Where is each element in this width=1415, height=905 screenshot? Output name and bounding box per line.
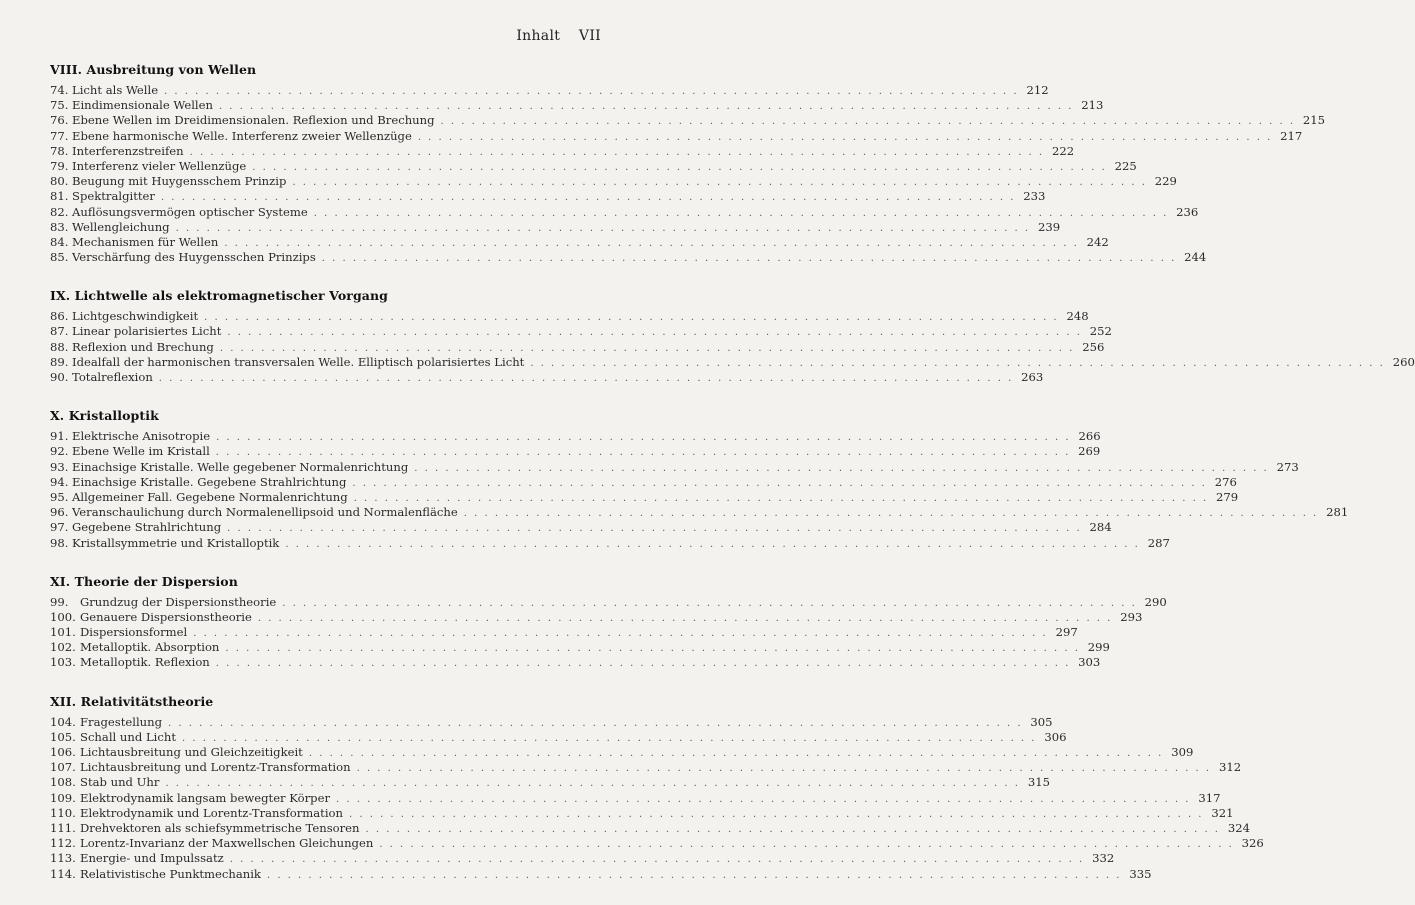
dot-leader	[230, 854, 1085, 865]
section-title: Ebene Welle im Kristall	[72, 444, 210, 459]
section-title: Spektralgitter	[72, 189, 155, 204]
dot-leader	[418, 132, 1273, 143]
toc-entry	[50, 204, 1199, 220]
toc-entry	[50, 520, 1112, 535]
section-number: 103.	[50, 655, 76, 670]
section-title: Verschärfung des Huygensschen Prinzips	[72, 250, 316, 265]
dot-leader	[379, 839, 1234, 850]
section-title: Elektrodynamik und Lorentz-Transformation	[80, 805, 343, 820]
section-title: Elektrodynamik langsam bewegter Körper	[80, 790, 330, 805]
section-title: Wellengleichung	[72, 219, 170, 234]
section-number: 80.	[50, 174, 69, 189]
dot-leader	[441, 116, 1296, 127]
section-number: 106.	[50, 745, 76, 759]
chapter-title: VIII. Ausbreitung von Wellen	[50, 62, 257, 77]
dot-leader	[227, 327, 1082, 338]
section-number: 102.	[50, 640, 76, 655]
page-number: 312	[1218, 760, 1242, 775]
page-number: 297	[1055, 625, 1078, 640]
toc-entry	[50, 625, 1078, 640]
page-number: 290	[1144, 594, 1167, 609]
dot-leader	[322, 253, 1177, 264]
toc-entry	[50, 489, 1239, 505]
section-title: Lichtgeschwindigkeit	[72, 309, 199, 324]
toc-entry	[50, 745, 1194, 760]
page-number: 306	[1044, 729, 1067, 744]
section-title: Genauere Dispersionstheorie	[80, 609, 252, 624]
dot-leader	[336, 794, 1191, 805]
section-number: 76.	[50, 113, 69, 128]
section-title: Idealfall der harmonischen transversalen Welle. Elliptisch polarisiertes Licht	[72, 354, 525, 369]
page-number: 281	[1326, 505, 1349, 520]
table-of-contents	[50, 62, 1415, 905]
dot-leader	[220, 343, 1075, 354]
section-title: Relativistische Punktmechanik	[80, 866, 261, 881]
section-title: Totalreflexion	[72, 370, 153, 384]
section-number: 90.	[50, 370, 69, 384]
page-number: 263	[1021, 370, 1044, 384]
section-number: 88.	[50, 339, 69, 354]
section-title: Lichtausbreitung und Gleichzeitigkeit	[80, 745, 303, 759]
section-title: Gegebene Strahlrichtung	[72, 520, 222, 535]
dot-leader	[165, 778, 1020, 789]
page-number: 305	[1030, 714, 1053, 729]
dot-leader	[267, 870, 1122, 881]
toc-entry	[50, 250, 1207, 265]
page-number: 279	[1216, 489, 1239, 504]
page-number: 284	[1089, 520, 1112, 535]
page-number: 317	[1198, 790, 1221, 805]
toc-entry	[50, 309, 1089, 324]
dot-leader	[349, 809, 1204, 820]
section-number: 98.	[50, 535, 69, 550]
toc-entry	[50, 98, 1104, 113]
section-number: 96.	[50, 505, 69, 520]
page-number: 303	[1078, 655, 1101, 670]
page-number: 266	[1078, 429, 1101, 444]
toc-entry	[50, 805, 1234, 821]
section-number: 95.	[50, 489, 69, 504]
page-number: 213	[1081, 98, 1104, 113]
dot-leader	[216, 432, 1071, 443]
section-number: 114.	[50, 866, 76, 881]
section-number: 74.	[50, 83, 69, 97]
section-title: Allgemeiner Fall. Gegebene Normalenrichtung	[72, 489, 348, 504]
section-number: 81.	[50, 189, 69, 204]
section-title: Lorentz-Invarianz der Maxwellschen Gleichungen	[80, 836, 374, 851]
toc-entry	[50, 505, 1349, 520]
dot-leader	[530, 358, 1385, 369]
section-title: Auflösungsvermögen optischer Systeme	[72, 204, 308, 219]
dot-leader	[282, 598, 1137, 609]
toc-entry	[50, 790, 1221, 806]
dot-leader	[314, 208, 1169, 219]
toc-entry	[50, 760, 1242, 775]
page-number: 287	[1147, 535, 1170, 550]
toc-entry	[50, 866, 1152, 882]
dot-leader	[252, 162, 1107, 173]
dot-leader	[176, 223, 1031, 234]
section-title: Licht als Welle	[72, 83, 159, 97]
section-title: Reflexion und Brechung	[72, 339, 214, 354]
toc-entry	[50, 655, 1101, 670]
dot-leader	[354, 493, 1209, 504]
section-title: Ebene harmonische Welle. Interferenz zweier Wellenzüge	[72, 128, 412, 143]
section-number: 84.	[50, 234, 69, 249]
chapter-section	[50, 408, 1349, 551]
section-title: Linear polarisiertes Licht	[72, 324, 222, 339]
page-number: 276	[1214, 474, 1237, 489]
running-head	[516, 28, 601, 44]
dot-leader	[204, 312, 1059, 323]
toc-entry	[50, 851, 1115, 866]
toc-entry	[50, 429, 1101, 444]
page-number: 293	[1120, 609, 1143, 624]
toc-entry	[50, 714, 1053, 730]
dot-leader	[216, 447, 1071, 458]
page-number: 335	[1129, 866, 1152, 881]
dot-leader	[414, 463, 1269, 474]
section-number: 77.	[50, 128, 69, 143]
toc-entry	[50, 83, 1049, 98]
section-number: 82.	[50, 204, 69, 219]
chapter-section	[50, 288, 1415, 385]
chapter-section	[50, 573, 1167, 671]
chapter-section	[50, 62, 1326, 265]
section-title: Metalloptik. Absorption	[80, 640, 220, 655]
page-number: 260	[1392, 354, 1415, 369]
toc-entry	[50, 459, 1299, 475]
page-number: 236	[1176, 204, 1199, 219]
section-number: 108.	[50, 775, 76, 790]
dot-leader	[219, 101, 1074, 112]
dot-leader	[168, 718, 1023, 729]
section-title: Veranschaulichung durch Normalenellipsoid und Normalenfläche	[72, 505, 458, 520]
toc-entry	[50, 128, 1303, 144]
section-number: 87.	[50, 324, 69, 339]
page-number: 273	[1276, 459, 1299, 474]
dot-leader	[292, 177, 1147, 188]
section-number: 75.	[50, 98, 69, 113]
section-number: 92.	[50, 444, 69, 459]
section-number: 93.	[50, 459, 69, 474]
section-number: 97.	[50, 520, 69, 535]
section-title: Elektrische Anisotropie	[72, 429, 211, 444]
toc-entry	[50, 189, 1046, 204]
section-title: Metalloptik. Reflexion	[80, 655, 210, 670]
toc-entry	[50, 158, 1137, 174]
toc-entry	[50, 640, 1110, 655]
section-title: Dispersionsformel	[80, 625, 188, 640]
dot-leader	[161, 192, 1016, 203]
section-number: 100.	[50, 609, 76, 624]
section-title: Drehvektoren als schiefsymmetrische Tensoren	[80, 820, 360, 835]
page-number: 326	[1241, 836, 1264, 851]
page-number: 242	[1086, 234, 1109, 249]
section-number: 110.	[50, 805, 76, 820]
toc-entry	[50, 775, 1050, 790]
section-title: Einachsige Kristalle. Gegebene Strahlrichtung	[72, 474, 347, 489]
page-number: 244	[1184, 250, 1207, 265]
toc-entry	[50, 535, 1170, 551]
section-title: Interferenzstreifen	[72, 143, 184, 158]
dot-leader	[193, 628, 1048, 639]
section-number: 101.	[50, 625, 76, 640]
dot-leader	[164, 86, 1019, 97]
page-number: 309	[1171, 745, 1194, 759]
page-number: 299	[1087, 640, 1110, 655]
dot-leader	[159, 373, 1014, 384]
dot-leader	[258, 613, 1113, 624]
toc-entry	[50, 174, 1177, 189]
section-title: Einachsige Kristalle. Welle gegebener Normalenrichtung	[72, 459, 409, 474]
section-number: 91.	[50, 429, 69, 444]
section-title: Grundzug der Dispersionstheorie	[80, 594, 277, 609]
dot-leader	[224, 238, 1079, 249]
section-number: 94.	[50, 474, 69, 489]
page-number: 269	[1078, 444, 1101, 459]
toc-entry	[50, 729, 1067, 745]
page-number: 321	[1211, 805, 1234, 820]
dot-leader	[464, 508, 1319, 519]
page-number: 222	[1051, 143, 1075, 158]
section-number: 112.	[50, 836, 76, 851]
toc-entry	[50, 219, 1061, 235]
section-title: Fragestellung	[80, 714, 163, 729]
section-title: Schall und Licht	[80, 729, 176, 744]
page-number: 324	[1227, 820, 1250, 835]
section-title: Stab und Uhr	[80, 775, 160, 790]
page-number: 248	[1066, 309, 1089, 324]
section-number: 83.	[50, 219, 69, 234]
toc-entry	[50, 113, 1326, 128]
dot-leader	[357, 763, 1212, 774]
toc-entry	[50, 594, 1167, 610]
dot-leader	[190, 147, 1045, 158]
section-number: 78.	[50, 143, 69, 158]
page-number: 229	[1154, 174, 1177, 189]
section-number: 104.	[50, 714, 76, 729]
toc-entry	[50, 609, 1143, 625]
chapter-title: XII. Relativitätstheorie	[50, 693, 214, 709]
page-number: 256	[1082, 339, 1105, 354]
section-number: 105.	[50, 729, 76, 744]
section-number: 109.	[50, 790, 76, 805]
page-number: 315	[1027, 775, 1050, 790]
page-numeral: VII	[578, 28, 601, 44]
dot-leader	[285, 539, 1140, 550]
section-title: Energie- und Impulssatz	[80, 851, 224, 866]
section-title: Lichtausbreitung und Lorentz-Transformation	[80, 760, 351, 775]
page-number: 217	[1280, 128, 1303, 143]
toc-entry	[50, 444, 1101, 459]
chapter-section	[50, 693, 1264, 882]
page-number: 215	[1302, 113, 1326, 128]
dot-leader	[182, 733, 1037, 744]
toc-entry	[50, 354, 1415, 370]
toc-entry	[50, 143, 1075, 159]
dot-leader	[225, 643, 1080, 654]
chapter-title: XI. Theorie der Dispersion	[50, 573, 238, 589]
page-number: 212	[1026, 83, 1049, 97]
chapter-title: X. Kristalloptik	[50, 408, 159, 424]
page-number: 252	[1089, 324, 1112, 339]
toc-entry	[50, 339, 1105, 355]
section-number: 89.	[50, 354, 69, 369]
dot-leader	[216, 658, 1071, 669]
toc-entry	[50, 836, 1264, 851]
running-head-label: Inhalt	[516, 28, 561, 44]
page-number: 225	[1114, 158, 1137, 173]
section-number: 99.	[50, 594, 69, 609]
dot-leader	[366, 824, 1221, 835]
page-number: 332	[1092, 851, 1115, 866]
toc-entry	[50, 820, 1250, 836]
page-number: 233	[1023, 189, 1046, 204]
page-number: 239	[1037, 219, 1061, 234]
dot-leader	[309, 748, 1164, 759]
section-title: Mechanismen für Wellen	[72, 234, 219, 249]
section-title: Eindimensionale Wellen	[72, 98, 213, 113]
section-number: 79.	[50, 158, 69, 173]
section-title: Beugung mit Huygensschem Prinzip	[72, 174, 287, 189]
toc-entry	[50, 370, 1044, 385]
toc-entry	[50, 324, 1112, 339]
section-number: 111.	[50, 820, 76, 835]
chapter-title: IX. Lichtwelle als elektromagnetischer Vorgang	[50, 288, 389, 304]
section-number: 107.	[50, 760, 76, 775]
section-number: 86.	[50, 309, 69, 324]
section-title: Interferenz vieler Wellenzüge	[72, 158, 247, 173]
section-title: Kristallsymmetrie und Kristalloptik	[72, 535, 280, 550]
section-title: Ebene Wellen im Dreidimensionalen. Reflexion und Brechung	[72, 113, 435, 128]
toc-entry	[50, 234, 1109, 250]
section-number: 85.	[50, 250, 69, 265]
toc-entry	[50, 474, 1237, 490]
dot-leader	[352, 478, 1207, 489]
section-number: 113.	[50, 851, 76, 866]
dot-leader	[227, 523, 1082, 534]
